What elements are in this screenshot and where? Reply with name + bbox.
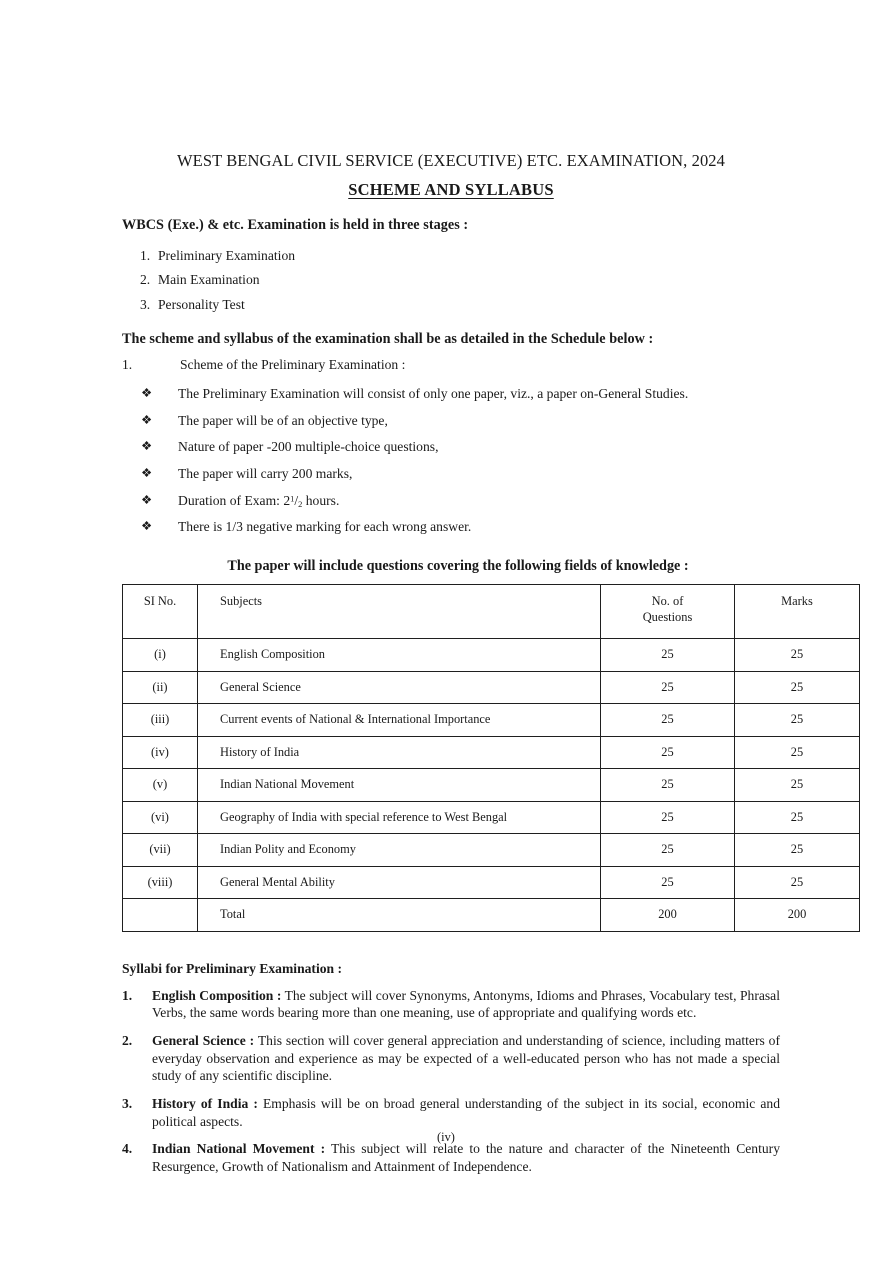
cell-questions: 25 bbox=[601, 834, 735, 867]
fraction-denominator: 2 bbox=[298, 498, 303, 509]
syllabus-item bbox=[122, 1095, 780, 1130]
list-item-number: 2. bbox=[140, 272, 151, 288]
cell-subject: Total bbox=[198, 899, 601, 932]
cell-sl-no: (iii) bbox=[123, 704, 198, 737]
cell-questions: 25 bbox=[601, 671, 735, 704]
cell-marks: 25 bbox=[735, 704, 860, 737]
diamond-bullet-icon: ❖ bbox=[141, 492, 153, 507]
column-header-subjects: Subjects bbox=[198, 585, 601, 639]
cell-subject: English Composition bbox=[198, 639, 601, 672]
scheme-heading bbox=[122, 358, 780, 372]
diamond-bullet-icon: ❖ bbox=[141, 465, 153, 480]
column-header-marks: Marks bbox=[735, 585, 860, 639]
syllabus-item bbox=[122, 1140, 780, 1175]
syllabus-item-text: Emphasis will be on broad general understanding of the subject in its social, economic and political aspects. bbox=[152, 1096, 780, 1129]
document-subtitle: SCHEME AND SYLLABUS bbox=[348, 180, 554, 200]
syllabus-item-number: 2. bbox=[122, 1033, 133, 1049]
column-header-sl-no: SI No. bbox=[123, 585, 198, 639]
syllabus-item-body bbox=[152, 1032, 780, 1085]
diamond-bullet-icon: ❖ bbox=[141, 386, 153, 401]
cell-sl-no: (ii) bbox=[123, 671, 198, 704]
syllabi-heading: Syllabi for Preliminary Examination : bbox=[122, 960, 343, 976]
column-header-no-of-questions bbox=[601, 585, 735, 639]
table-row bbox=[123, 769, 860, 802]
cell-marks: 25 bbox=[735, 866, 860, 899]
syllabus-item-text: This subject will relate to the nature and character of the Nineteenth Century Resurgence, Growth of Nationalism and Attainment of Independence. bbox=[152, 1141, 780, 1175]
diamond-bullet-icon: ❖ bbox=[141, 439, 153, 454]
syllabus-item bbox=[122, 1032, 780, 1085]
table-row bbox=[123, 736, 860, 769]
cell-marks: 25 bbox=[735, 671, 860, 704]
syllabus-item-body bbox=[152, 1095, 780, 1130]
cell-sl-no: (iv) bbox=[123, 736, 198, 769]
list-item-number: 1. bbox=[140, 247, 151, 263]
cell-marks: 200 bbox=[735, 899, 860, 932]
syllabus-item-number: 1. bbox=[122, 987, 133, 1003]
cell-questions: 25 bbox=[601, 801, 735, 834]
cell-subject: Indian National Movement bbox=[198, 769, 601, 802]
bullet-list-item-label bbox=[178, 494, 780, 508]
cell-marks: 25 bbox=[735, 639, 860, 672]
cell-subject: General Mental Ability bbox=[198, 866, 601, 899]
cell-sl-no: (viii) bbox=[123, 866, 198, 899]
table-row bbox=[123, 639, 860, 672]
bullet-list-item bbox=[122, 434, 780, 461]
scheme-heading-label: Scheme of the Preliminary Examination : bbox=[180, 357, 406, 373]
list-item-label: Preliminary Examination bbox=[158, 247, 296, 263]
cell-marks: 25 bbox=[735, 769, 860, 802]
bullet-list-item bbox=[122, 460, 780, 487]
diamond-bullet-icon: ❖ bbox=[141, 519, 153, 534]
list-item bbox=[122, 243, 780, 268]
cell-subject: Geography of India with special reference to West Bengal bbox=[198, 801, 601, 834]
cell-sl-no: (v) bbox=[123, 769, 198, 802]
syllabus-item-title: History of India : bbox=[152, 1096, 258, 1112]
fraction-numerator: 1 bbox=[290, 492, 295, 503]
syllabi-list bbox=[122, 987, 780, 1176]
header-line-2: Questions bbox=[642, 610, 693, 625]
cell-questions: 25 bbox=[601, 736, 735, 769]
cell-sl-no: (vii) bbox=[123, 834, 198, 867]
list-item bbox=[122, 268, 780, 293]
table-row bbox=[123, 671, 860, 704]
preliminary-bullet-list bbox=[122, 381, 780, 541]
subjects-table bbox=[122, 584, 860, 932]
table-total-row bbox=[123, 899, 860, 932]
table-row bbox=[123, 704, 860, 737]
cell-subject: Indian Polity and Economy bbox=[198, 834, 601, 867]
cell-questions: 25 bbox=[601, 866, 735, 899]
fraction-separator: / bbox=[294, 492, 299, 508]
bullet-list-item bbox=[122, 514, 780, 541]
syllabus-item-text: The subject will cover Synonyms, Antonyms, Idioms and Phrases, Vocabulary test, Phrasal Verbs, the same words bearing more than one meaning, use of appropriate and qualifying words etc. bbox=[152, 987, 780, 1021]
diamond-bullet-icon: ❖ bbox=[141, 412, 153, 427]
cell-subject: History of India bbox=[198, 736, 601, 769]
syllabus-item-title: Indian National Movement : bbox=[152, 1141, 326, 1157]
cell-sl-no: (i) bbox=[123, 639, 198, 672]
bullet-list-item bbox=[122, 407, 780, 434]
duration-text: Duration of Exam: 2 bbox=[178, 492, 291, 508]
cell-sl-no: (vi) bbox=[123, 801, 198, 834]
cell-questions: 200 bbox=[601, 899, 735, 932]
cell-subject: General Science bbox=[198, 671, 601, 704]
stages-lead-text: WBCS (Exe.) & etc. Examination is held in three stages : bbox=[122, 217, 469, 234]
syllabus-item-number: 3. bbox=[122, 1096, 133, 1112]
cell-questions: 25 bbox=[601, 704, 735, 737]
cell-subject: Current events of National & International Importance bbox=[198, 704, 601, 737]
syllabus-item-title: General Science : bbox=[152, 1033, 255, 1049]
header-line-1: No. of bbox=[651, 594, 684, 609]
bullet-list-item-duration bbox=[122, 487, 780, 514]
cell-marks: 25 bbox=[735, 834, 860, 867]
scheme-heading-number: 1. bbox=[122, 357, 133, 373]
list-item-label: Main Examination bbox=[158, 272, 260, 288]
document-title: WEST BENGAL CIVIL SERVICE (EXECUTIVE) ETC. EXAMINATION, 2024 bbox=[176, 151, 726, 170]
bullet-list-item bbox=[122, 381, 780, 408]
syllabus-item-title: English Composition : bbox=[152, 987, 282, 1003]
cell-questions: 25 bbox=[601, 769, 735, 802]
bullet-list-item-label: The paper will carry 200 marks, bbox=[178, 465, 353, 481]
syllabus-item-body bbox=[152, 987, 780, 1022]
table-caption: The paper will include questions covering the following fields of knowledge : bbox=[227, 558, 689, 575]
list-item-label: Personality Test bbox=[158, 296, 245, 312]
table-row bbox=[123, 834, 860, 867]
table-row bbox=[123, 801, 860, 834]
page-number-marker: (iv) bbox=[437, 1130, 455, 1144]
table-row bbox=[123, 866, 860, 899]
examination-stages-list bbox=[122, 243, 780, 317]
cell-questions: 25 bbox=[601, 639, 735, 672]
duration-text-after: hours. bbox=[302, 492, 340, 508]
bullet-list-item-label: Nature of paper -200 multiple-choice questions, bbox=[178, 439, 439, 455]
syllabus-item-text: This section will cover general appreciation and understanding of science, including matters of everyday observation and experience as may be expected of a well-educated person who has not made a special study of any scientific discipline. bbox=[152, 1033, 780, 1084]
page-content bbox=[122, 150, 813, 1186]
cell-marks: 25 bbox=[735, 736, 860, 769]
bullet-list-item-label: There is 1/3 negative marking for each wrong answer. bbox=[178, 519, 472, 535]
bullet-list-item-label: The paper will be of an objective type, bbox=[178, 412, 388, 428]
bullet-list-item-label: The Preliminary Examination will consist of only one paper, viz., a paper on-General Studies. bbox=[178, 386, 689, 402]
table-header-row bbox=[123, 585, 860, 639]
cell-marks: 25 bbox=[735, 801, 860, 834]
syllabus-item-number: 4. bbox=[122, 1141, 133, 1157]
syllabus-item bbox=[122, 987, 780, 1022]
schedule-lead-text: The scheme and syllabus of the examination shall be as detailed in the Schedule below : bbox=[122, 331, 654, 348]
cell-sl-no bbox=[123, 899, 198, 932]
syllabus-item-body bbox=[152, 1140, 780, 1175]
list-item bbox=[122, 292, 780, 317]
list-item-number: 3. bbox=[140, 296, 151, 312]
